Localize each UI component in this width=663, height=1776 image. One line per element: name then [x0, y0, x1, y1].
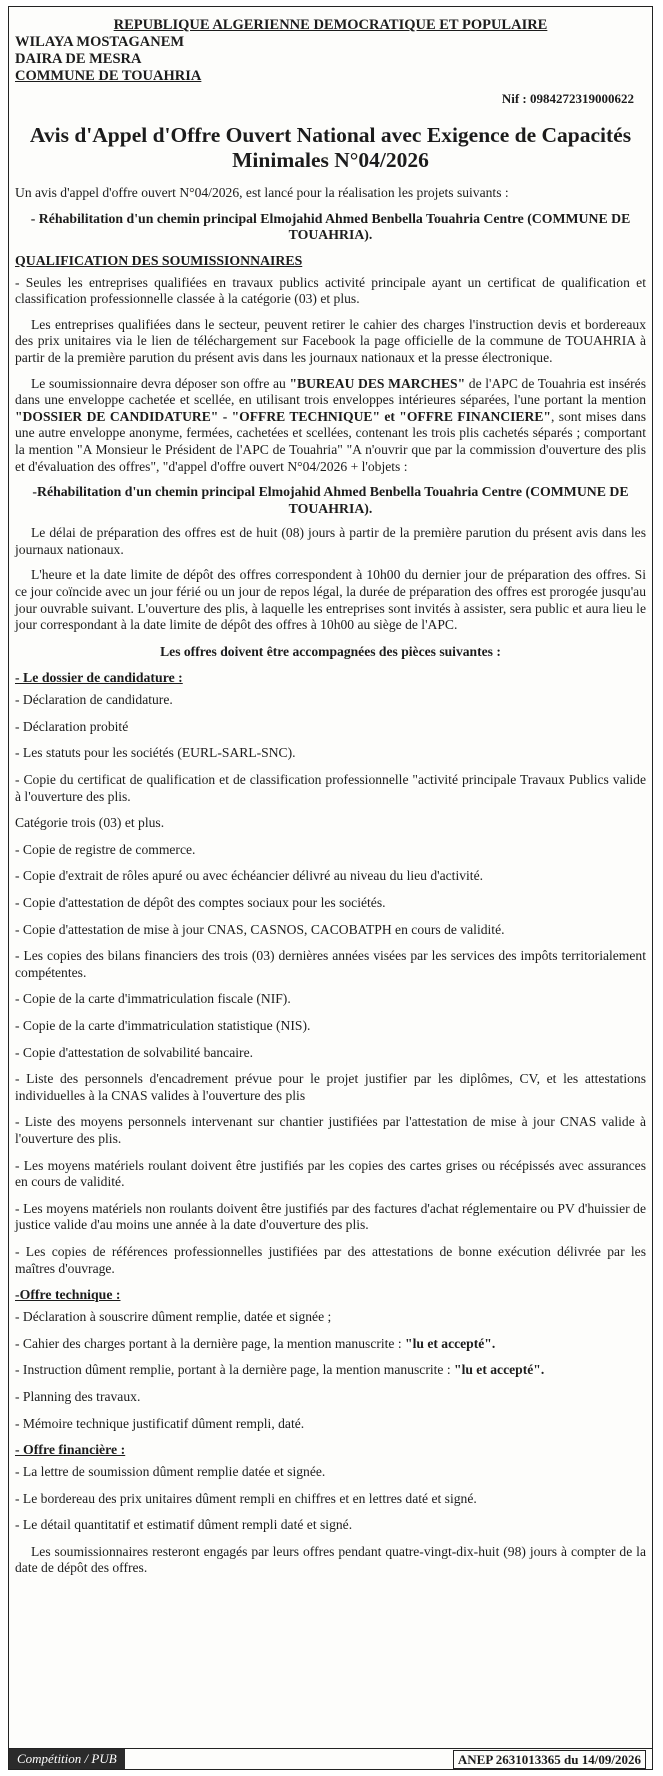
financiere-heading: - Offre financière : [15, 1442, 126, 1458]
list-item: - Les copies des bilans financiers des trois (03) dernières années visées par les services des impôts territorialement compétentes. [15, 948, 646, 980]
list-item: - Le bordereau des prix unitaires dûment rempli en chiffres et en lettres daté et signé. [15, 1490, 477, 1506]
daira-line: DAIRA DE MESRA [15, 51, 142, 67]
lu-et-accepte-mention: "lu et accepté". [405, 1335, 496, 1351]
technique-heading: -Offre technique : [15, 1287, 121, 1303]
list-item: Catégorie trois (03) et plus. [15, 815, 165, 831]
qualification-para-3 [15, 376, 646, 476]
technique-list [15, 1309, 646, 1432]
footer-category-tag: Compétition / PUB [9, 1749, 125, 1769]
item-text: - Cahier des charges portant à la dernière page, la mention manuscrite : [15, 1335, 406, 1351]
list-item: - Les moyens matériels roulant doivent être justifiés par les copies des cartes grises ou récépissés avec assurances en cours de validité. [15, 1157, 646, 1190]
deadline-para: L'heure et la date limite de dépôt des offres correspondent à 10h00 du dernier jour de préparation des offres. Si ce jour coïncide avec un jour férié ou un jour de repos légal, la durée de préparation des offres est prorogée jusqu'au jour ouvrable suivant. L'ouverture des plis, à laquelle les entreprises sont invités à assister, sera public et aura lieu le jour correspondant à la date limite de dépôt des offres à 10h00 au siège de l'APC. [15, 567, 646, 633]
closing-para: Les soumissionnaires resteront engagés par leurs offres pendant quatre-vingt-dix-huit (98) jours à compter de la date de dépôt des offres. [15, 1543, 646, 1576]
list-item: - Déclaration de candidature. [15, 692, 173, 708]
list-item: - Copie de la carte d'immatriculation fiscale (NIF). [15, 991, 291, 1007]
list-item: - Liste des personnels d'encadrement prévue pour le projet justifier par les diplômes, CV, et les attestations individuelles à la CNAS valides à l'ouverture des plis [15, 1071, 646, 1103]
para-3-text-c: de l'APC de Touahria est insérés dans une enveloppe cachetée et scellée, en utilisant trois enveloppes intérieures séparées, l'une portant la mention [15, 375, 646, 408]
list-item: - Le détail quantitatif et estimatif dûment rempli daté et signé. [15, 1517, 353, 1533]
list-item: - Copie d'attestation de solvabilité bancaire. [15, 1044, 253, 1060]
list-item: - Copie d'extrait de rôles apuré ou avec échéancier délivré au niveau du lieu d'activité. [15, 868, 484, 884]
list-item: - Les copies de références professionnelles justifiées par des attestations de bonne exécution délivrée par les maîtres d'ouvrage. [15, 1243, 646, 1276]
qualification-para-1: - Seules les entreprises qualifiées en travaux publics activité principale ayant un certificat de qualification et classification professionnelle classée à la catégorie (03) et plus. [15, 274, 646, 307]
delay-para: Le délai de préparation des offres est de huit (08) jours à partir de la première parution du présent avis dans les journaux nationaux. [15, 525, 646, 557]
list-item: - La lettre de soumission dûment remplie datée et signée. [15, 1464, 326, 1480]
dossier-list [15, 692, 646, 1277]
project-title-2: -Réhabilitation d'un chemin principal Elmojahid Ahmed Benbella Touahria Centre (COMMUNE DE TOUAHRIA). [32, 484, 629, 516]
list-item: - Les statuts pour les sociétés (EURL-SARL-SNC). [15, 745, 296, 761]
list-item: - Déclaration probité [15, 718, 129, 734]
pieces-title: Les offres doivent être accompagnées des pièces suivantes : [160, 643, 501, 659]
notice-title: Avis d'Appel d'Offre Ouvert National avec Exigence de Capacités Minimales N°04/2026 [29, 123, 632, 172]
financiere-list [15, 1464, 646, 1534]
wilaya-line: WILAYA MOSTAGANEM [15, 34, 185, 50]
list-item: - Les moyens matériels non roulants doivent être justifiés par des factures d'achat réglementaire ou PV d'huissier de justice valide d'au moins une année à la date d'ouverture des plis. [15, 1200, 646, 1233]
list-item: - Planning des travaux. [15, 1388, 141, 1404]
header-block [15, 17, 646, 85]
para-3-text-a: Le soumissionnaire devra déposer son offre au [31, 375, 290, 391]
notice-content [15, 17, 646, 1577]
notice-page [8, 6, 653, 1770]
project-title: - Réhabilitation d'un chemin principal Elmojahid Ahmed Benbella Touahria Centre (COMMUNE DE TOUAHRIA). [30, 210, 631, 243]
republic-line: REPUBLIQUE ALGERIENNE DEMOCRATIQUE ET POPULAIRE [113, 17, 548, 33]
list-item: - Copie d'attestation de mise à jour CNAS, CASNOS, CACOBATPH en cours de validité. [15, 921, 505, 937]
commune-line: COMMUNE DE TOUAHRIA [15, 68, 202, 84]
envelope-mentions: "DOSSIER DE CANDIDATURE" - "OFFRE TECHNIQUE" et "OFFRE FINANCIERE" [15, 408, 551, 424]
footer-anep-reference: ANEP 2631013365 du 14/09/2026 [453, 1750, 646, 1769]
list-item: - Liste des moyens personnels intervenant sur chantier justifiées par l'attestation de mise à jour CNAS valide à l'ouverture des plis. [15, 1114, 646, 1146]
list-item: - Copie de la carte d'immatriculation statistique (NIS). [15, 1018, 311, 1033]
dossier-heading: - Le dossier de candidature : [15, 670, 183, 686]
list-item: - Copie de registre de commerce. [15, 841, 196, 857]
list-item: - Copie du certificat de qualification et de classification professionnelle "activité principale Travaux Publics valide à l'ouverture des plis. [15, 772, 646, 804]
list-item [15, 1362, 646, 1379]
footer-bar [9, 1748, 652, 1769]
qualification-para-2: Les entreprises qualifiées dans le secteur, peuvent retirer le cahier des charges l'instruction devis et bordereaux des prix unitaires via le lien de téléchargement sur Facebook la page officielle de la commune de TOUAHRIA à partir de la première parution du présent avis dans les journaux nationaux et la presse électronique. [15, 316, 646, 365]
para-3-text-e: , sont mises dans une autre enveloppe anonyme, fermées, cachetées et scellées, contenant les trois plis cachetés séparés ; comportant la mention "A Monsieur le Président de l'APC de Touahria" "A n'ouvrir que par la commission d'ouverture des plis et d'évaluation des offres", "d'appel d'offre ouvert N°04/2026 + l'objets : [15, 408, 646, 474]
list-item: - Mémoire technique justificatif dûment rempli, daté. [15, 1415, 305, 1431]
list-item: - Copie d'attestation de dépôt des comptes sociaux pour les sociétés. [15, 895, 386, 911]
item-text: - Instruction dûment remplie, portant à la dernière page, la mention manuscrite : [15, 1362, 455, 1378]
list-item [15, 1336, 646, 1353]
lu-et-accepte-mention: "lu et accepté". [454, 1362, 545, 1378]
qualification-heading: QUALIFICATION DES SOUMISSIONNAIRES [15, 252, 303, 268]
list-item: - Déclaration à souscrire dûment remplie, datée et signée ; [15, 1309, 332, 1325]
nif-number: Nif : 0984272319000622 [501, 91, 634, 106]
intro-text: Un avis d'appel d'offre ouvert N°04/2026, est lancé pour la réalisation les projets suivants : [15, 185, 509, 200]
bureau-marches-mention: "BUREAU DES MARCHES" [289, 375, 466, 391]
